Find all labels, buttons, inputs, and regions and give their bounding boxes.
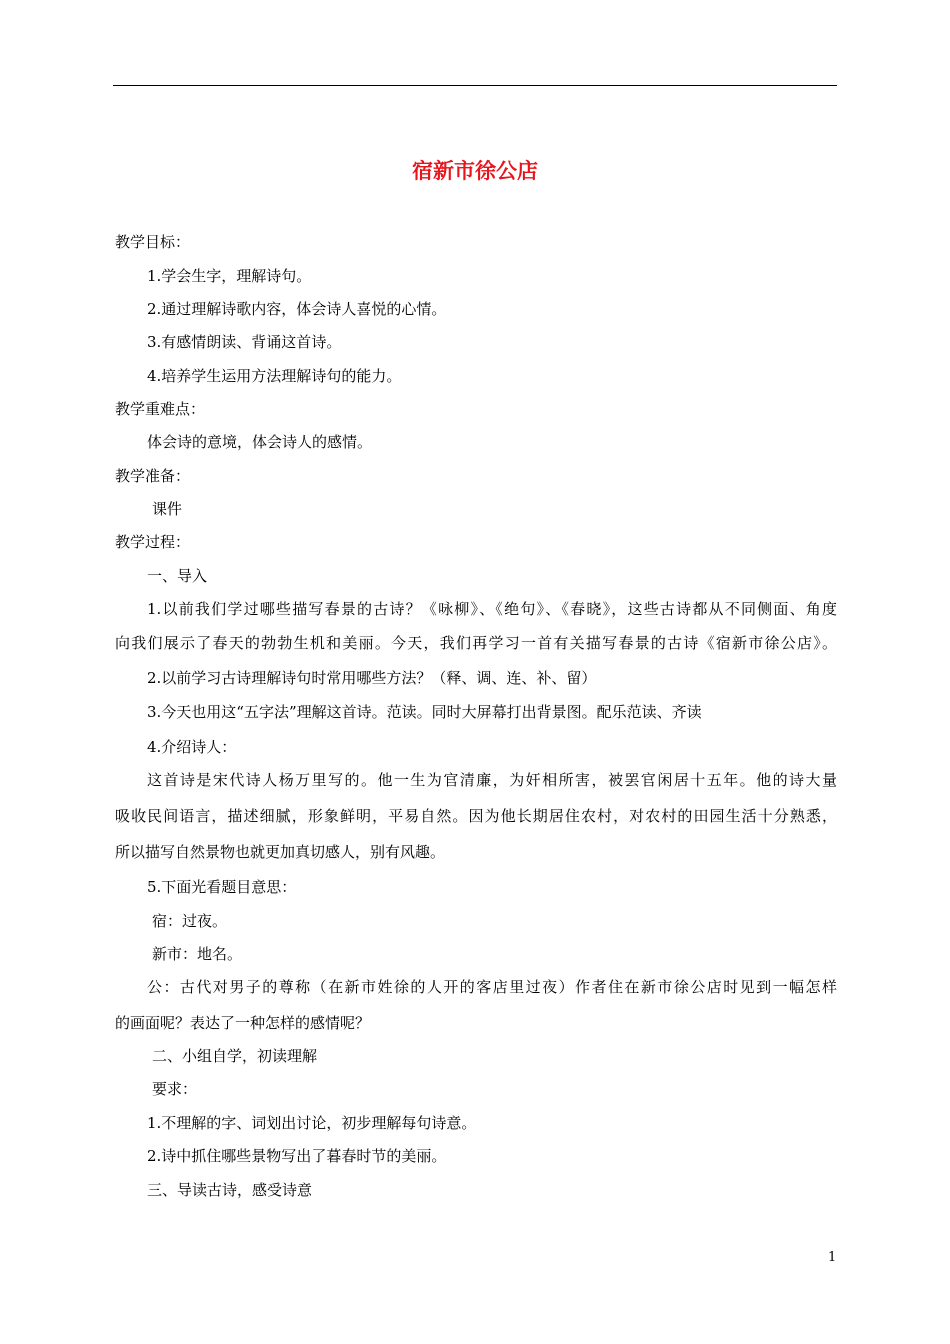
header-rule [113,85,837,86]
requirement-item: 2.诗中抓住哪些景物写出了暮春时节的美丽。 [147,1147,447,1165]
objective-item: 2.通过理解诗歌内容，体会诗人喜悦的心情。 [147,300,447,318]
paragraph-line: 3.今天也用这“五字法”理解这首诗。范读。同时大屏幕打出背景图。配乐范读、齐读 [147,703,702,721]
section-heading-key-points: 教学重难点： [115,400,206,418]
process-step-heading: 三、导读古诗，感受诗意 [147,1181,313,1199]
section-heading-preparation: 教学准备： [115,467,191,485]
process-step-heading: 一、导入 [147,567,208,585]
definition-line: 宿：过夜。 [152,912,228,930]
paragraph-line: 所以描写自然景物也就更加真切感人，别有风趣。 [115,843,446,861]
objective-item: 3.有感情朗读、背诵这首诗。 [147,333,342,351]
paragraph-line: 向我们展示了春天的勃勃生机和美丽。今天，我们再学习一首有关描写春景的古诗《宿新市徐公店》。 [115,634,837,652]
section-heading-objectives: 教学目标： [115,233,191,251]
objective-item: 1.学会生字，理解诗句。 [147,267,312,285]
page-number: 1 [828,1250,837,1265]
preparation-text: 课件 [152,500,183,518]
paragraph-line: 吸收民间语言，描述细腻，形象鲜明，平易自然。因为他长期居住农村，对农村的田园生活十分熟悉， [115,807,837,825]
section-heading-process: 教学过程： [115,533,191,551]
definition-line: 新市：地名。 [152,945,243,963]
process-step-heading: 二、小组自学，初读理解 [152,1047,318,1065]
paragraph-line: 2.以前学习古诗理解诗句时常用哪些方法？（释、调、连、补、留） [147,669,597,687]
definition-line: 公：古代对男子的尊称（在新市姓徐的人开的客店里过夜）作者住在新市徐公店时见到一幅怎样 [147,978,837,996]
requirement-heading: 要求： [152,1080,198,1098]
paragraph-line: 5.下面光看题目意思： [147,878,297,896]
paragraph-line: 的画面呢？表达了一种怎样的感情呢？ [115,1014,371,1032]
paragraph-line: 4.介绍诗人： [147,738,237,756]
objective-item: 4.培养学生运用方法理解诗句的能力。 [147,367,402,385]
requirement-item: 1.不理解的字、词划出讨论，初步理解每句诗意。 [147,1114,477,1132]
paragraph-line: 1.以前我们学过哪些描写春景的古诗？《咏柳》、《绝句》、《春晓》，这些古诗都从不同侧面、角度 [147,600,837,618]
page-title: 宿新市徐公店 [412,159,538,183]
key-points-text: 体会诗的意境，体会诗人的感情。 [147,433,373,451]
paragraph-line: 这首诗是宋代诗人杨万里写的。他一生为官清廉，为奸相所害，被罢官闲居十五年。他的诗大量 [147,771,837,789]
